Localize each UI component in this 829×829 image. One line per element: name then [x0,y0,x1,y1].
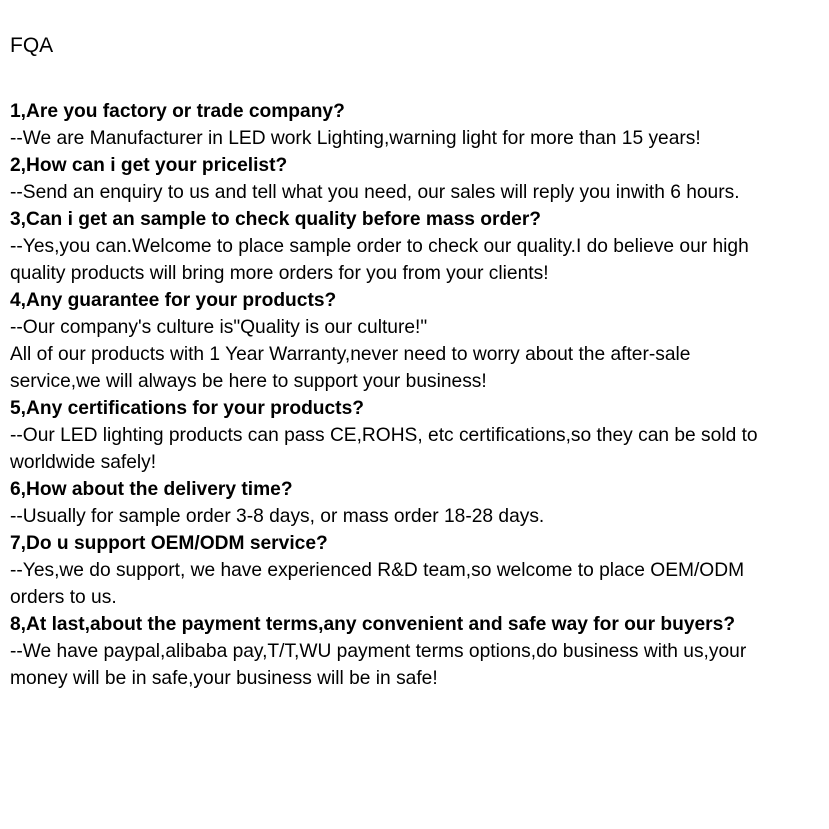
faq-item-3 [10,206,825,287]
faq-question: 4,Any guarantee for your products? [10,290,337,311]
faq-question: 8,At last,about the payment terms,any convenient and safe way for our buyers? [10,614,736,635]
faq-answer: --Yes,you can.Welcome to place sample order to check our quality.I do believe our high [10,236,749,257]
faq-answer-continued: orders to us. [10,587,117,608]
faq-item-1 [10,98,825,152]
faq-answer: --We have paypal,alibaba pay,T/T,WU payment terms options,do business with us,your [10,641,747,662]
page-title: FQA [10,34,54,57]
faq-answer: --Our LED lighting products can pass CE,ROHS, etc certifications,so they can be sold to [10,425,758,446]
faq-question: 3,Can i get an sample to check quality before mass order? [10,209,542,230]
faq-question: 5,Any certifications for your products? [10,398,364,419]
faq-answer-continued: All of our products with 1 Year Warranty,never need to worry about the after-sale [10,344,691,365]
faq-answer: --We are Manufacturer in LED work Lighting,warning light for more than 15 years! [10,128,701,149]
faq-answer-continued: service,we will always be here to support your business! [10,371,487,392]
faq-list [10,98,825,692]
faq-answer: --Send an enquiry to us and tell what you need, our sales will reply you inwith 6 hours. [10,182,740,203]
faq-item-6 [10,476,825,530]
faq-question: 7,Do u support OEM/ODM service? [10,533,328,554]
faq-item-2 [10,152,825,206]
faq-item-8 [10,611,825,692]
faq-answer-continued: money will be in safe,your business will be in safe! [10,668,438,689]
faq-question: 2,How can i get your pricelist? [10,155,288,176]
faq-question: 1,Are you factory or trade company? [10,101,345,122]
faq-item-7 [10,530,825,611]
faq-answer-continued: quality products will bring more orders for you from your clients! [10,263,549,284]
faq-question: 6,How about the delivery time? [10,479,293,500]
faq-item-5 [10,395,825,476]
faq-answer: --Our company's culture is"Quality is our culture!" [10,317,428,338]
faq-answer: --Usually for sample order 3-8 days, or mass order 18-28 days. [10,506,545,527]
faq-item-4 [10,287,825,395]
faq-answer: --Yes,we do support, we have experienced R&D team,so welcome to place OEM/ODM [10,560,745,581]
faq-answer-continued: worldwide safely! [10,452,157,473]
